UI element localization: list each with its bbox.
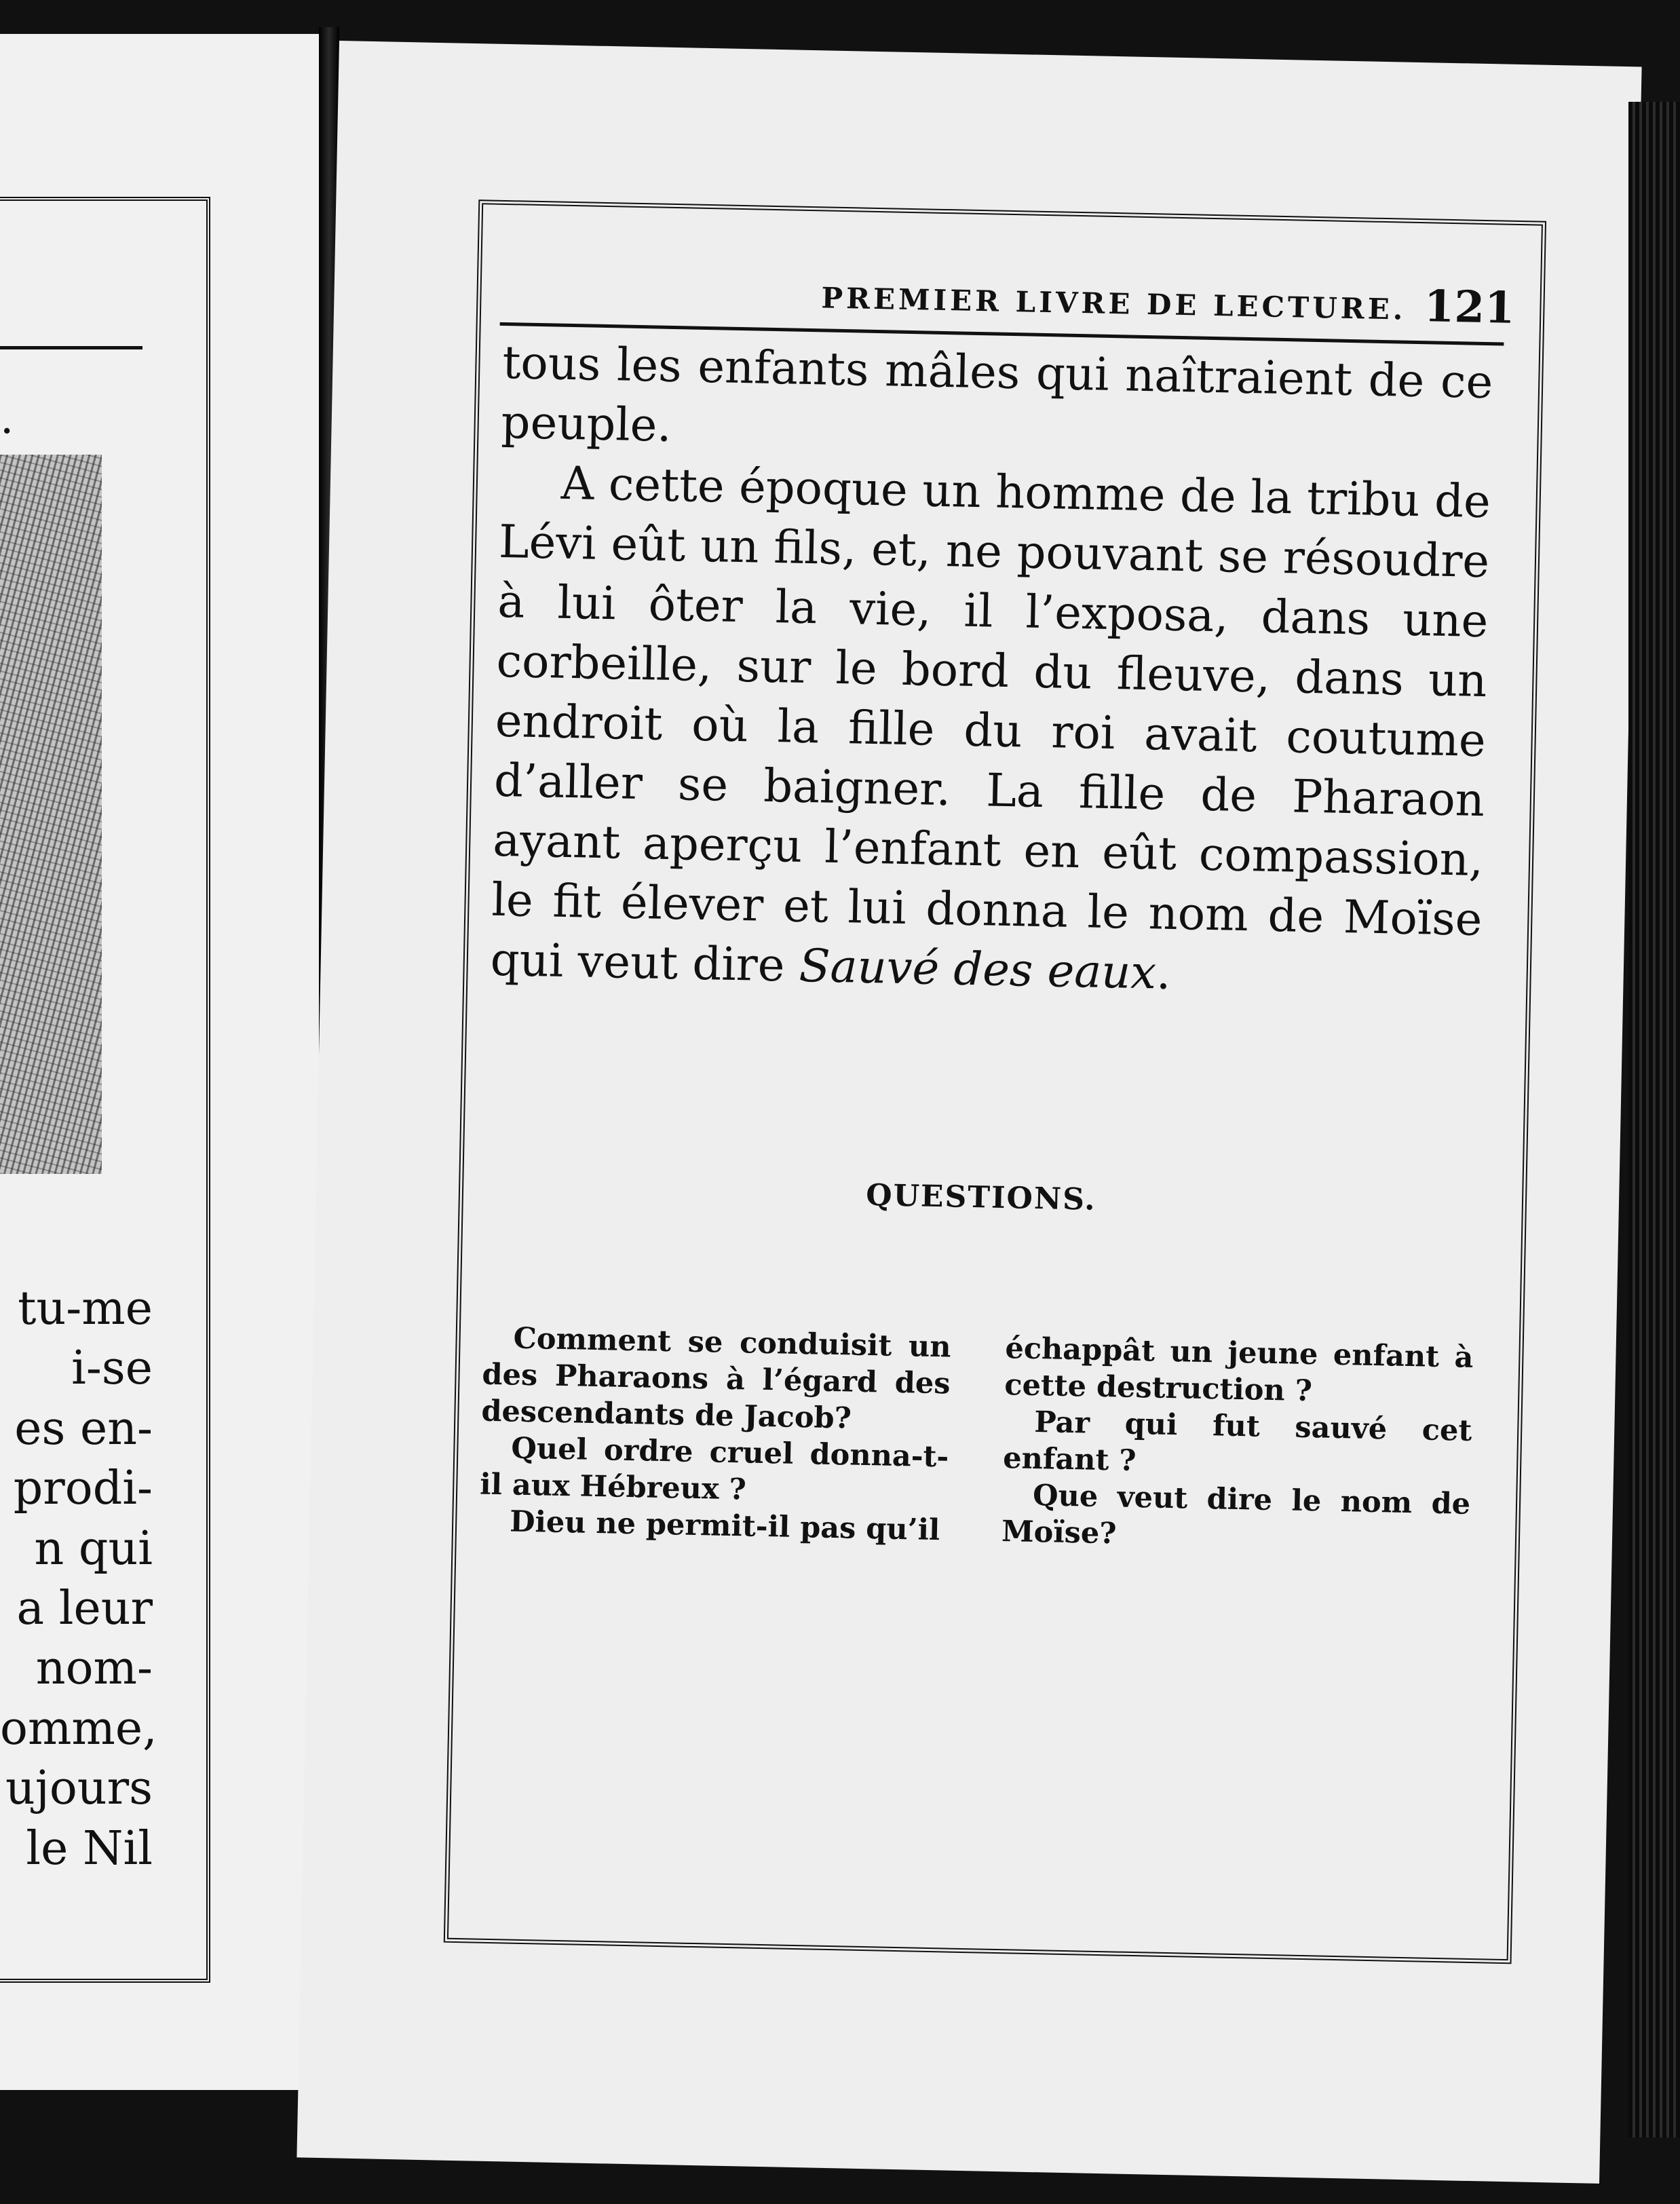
left-page-line: tu-me	[18, 1282, 153, 1335]
left-page-line: es en-	[14, 1401, 153, 1456]
left-page-fragment: .	[0, 394, 14, 444]
running-header: PREMIER LIVRE DE LECTURE.	[821, 281, 1407, 326]
question-continuation: échappât un jeune enfant à cette destruction ?	[1004, 1331, 1474, 1409]
left-page-header-rule	[0, 346, 142, 349]
left-page-line: le Nil	[26, 1821, 153, 1876]
left-page-line: n qui	[34, 1521, 153, 1576]
question: Dieu ne permit-il pas qu’il	[509, 1504, 940, 1548]
left-page-line: prodi-	[13, 1462, 153, 1516]
bleed-through-shadow	[818, 1544, 1367, 1907]
book-fore-edge	[1628, 102, 1680, 2138]
left-page-line: nom-	[35, 1641, 153, 1696]
questions-heading: QUESTIONS.	[865, 1177, 1097, 1217]
italic-phrase: Sauvé des eaux	[798, 938, 1157, 1000]
page-number: 121	[1424, 281, 1516, 334]
question: Quel ordre cruel donna-t-il aux Hébreux ?	[479, 1431, 949, 1507]
question: Que veut dire le nom de Moïse?	[1001, 1478, 1471, 1551]
right-page	[297, 41, 1641, 2184]
paragraph	[490, 452, 1491, 1009]
question: Par qui fut sauvé cet enfant ?	[1002, 1405, 1472, 1478]
questions-left-column	[479, 1320, 951, 1549]
left-page-line: a leur	[16, 1582, 153, 1636]
left-page-line: ujours	[5, 1762, 153, 1816]
paragraph-text: A cette époque un homme de la tribu de Lévi eût un fils, et, ne pouvant se résoudre à lui ôter la vie, il l’exposa, dans une corbeille, sur le bord du fleuve, dans un endroit où la fille du roi avait coutume d’aller se baigner. La fille de Pharaon ayant aperçu l’enfant en eût compassion, le fit élever et lui donna le nom de Moïse qui veut dire	[490, 456, 1491, 992]
engraving-illustration	[0, 455, 102, 1174]
left-page-line: i-se	[71, 1342, 153, 1396]
questions-right-column	[1001, 1330, 1474, 1559]
questions-list	[479, 1320, 1474, 1559]
body-text	[490, 332, 1493, 1009]
question: Comment se conduisit un des Pharaons à l’égard des descendants de Jacob?	[481, 1321, 952, 1436]
left-page-line: omme,	[0, 1701, 157, 1755]
left-facing-page	[0, 34, 319, 2090]
paragraph: tous les enfants mâles qui naîtraient de ce peuple.	[500, 335, 1494, 452]
paragraph-end: .	[1156, 946, 1172, 1000]
left-page-text	[0, 1279, 157, 1879]
